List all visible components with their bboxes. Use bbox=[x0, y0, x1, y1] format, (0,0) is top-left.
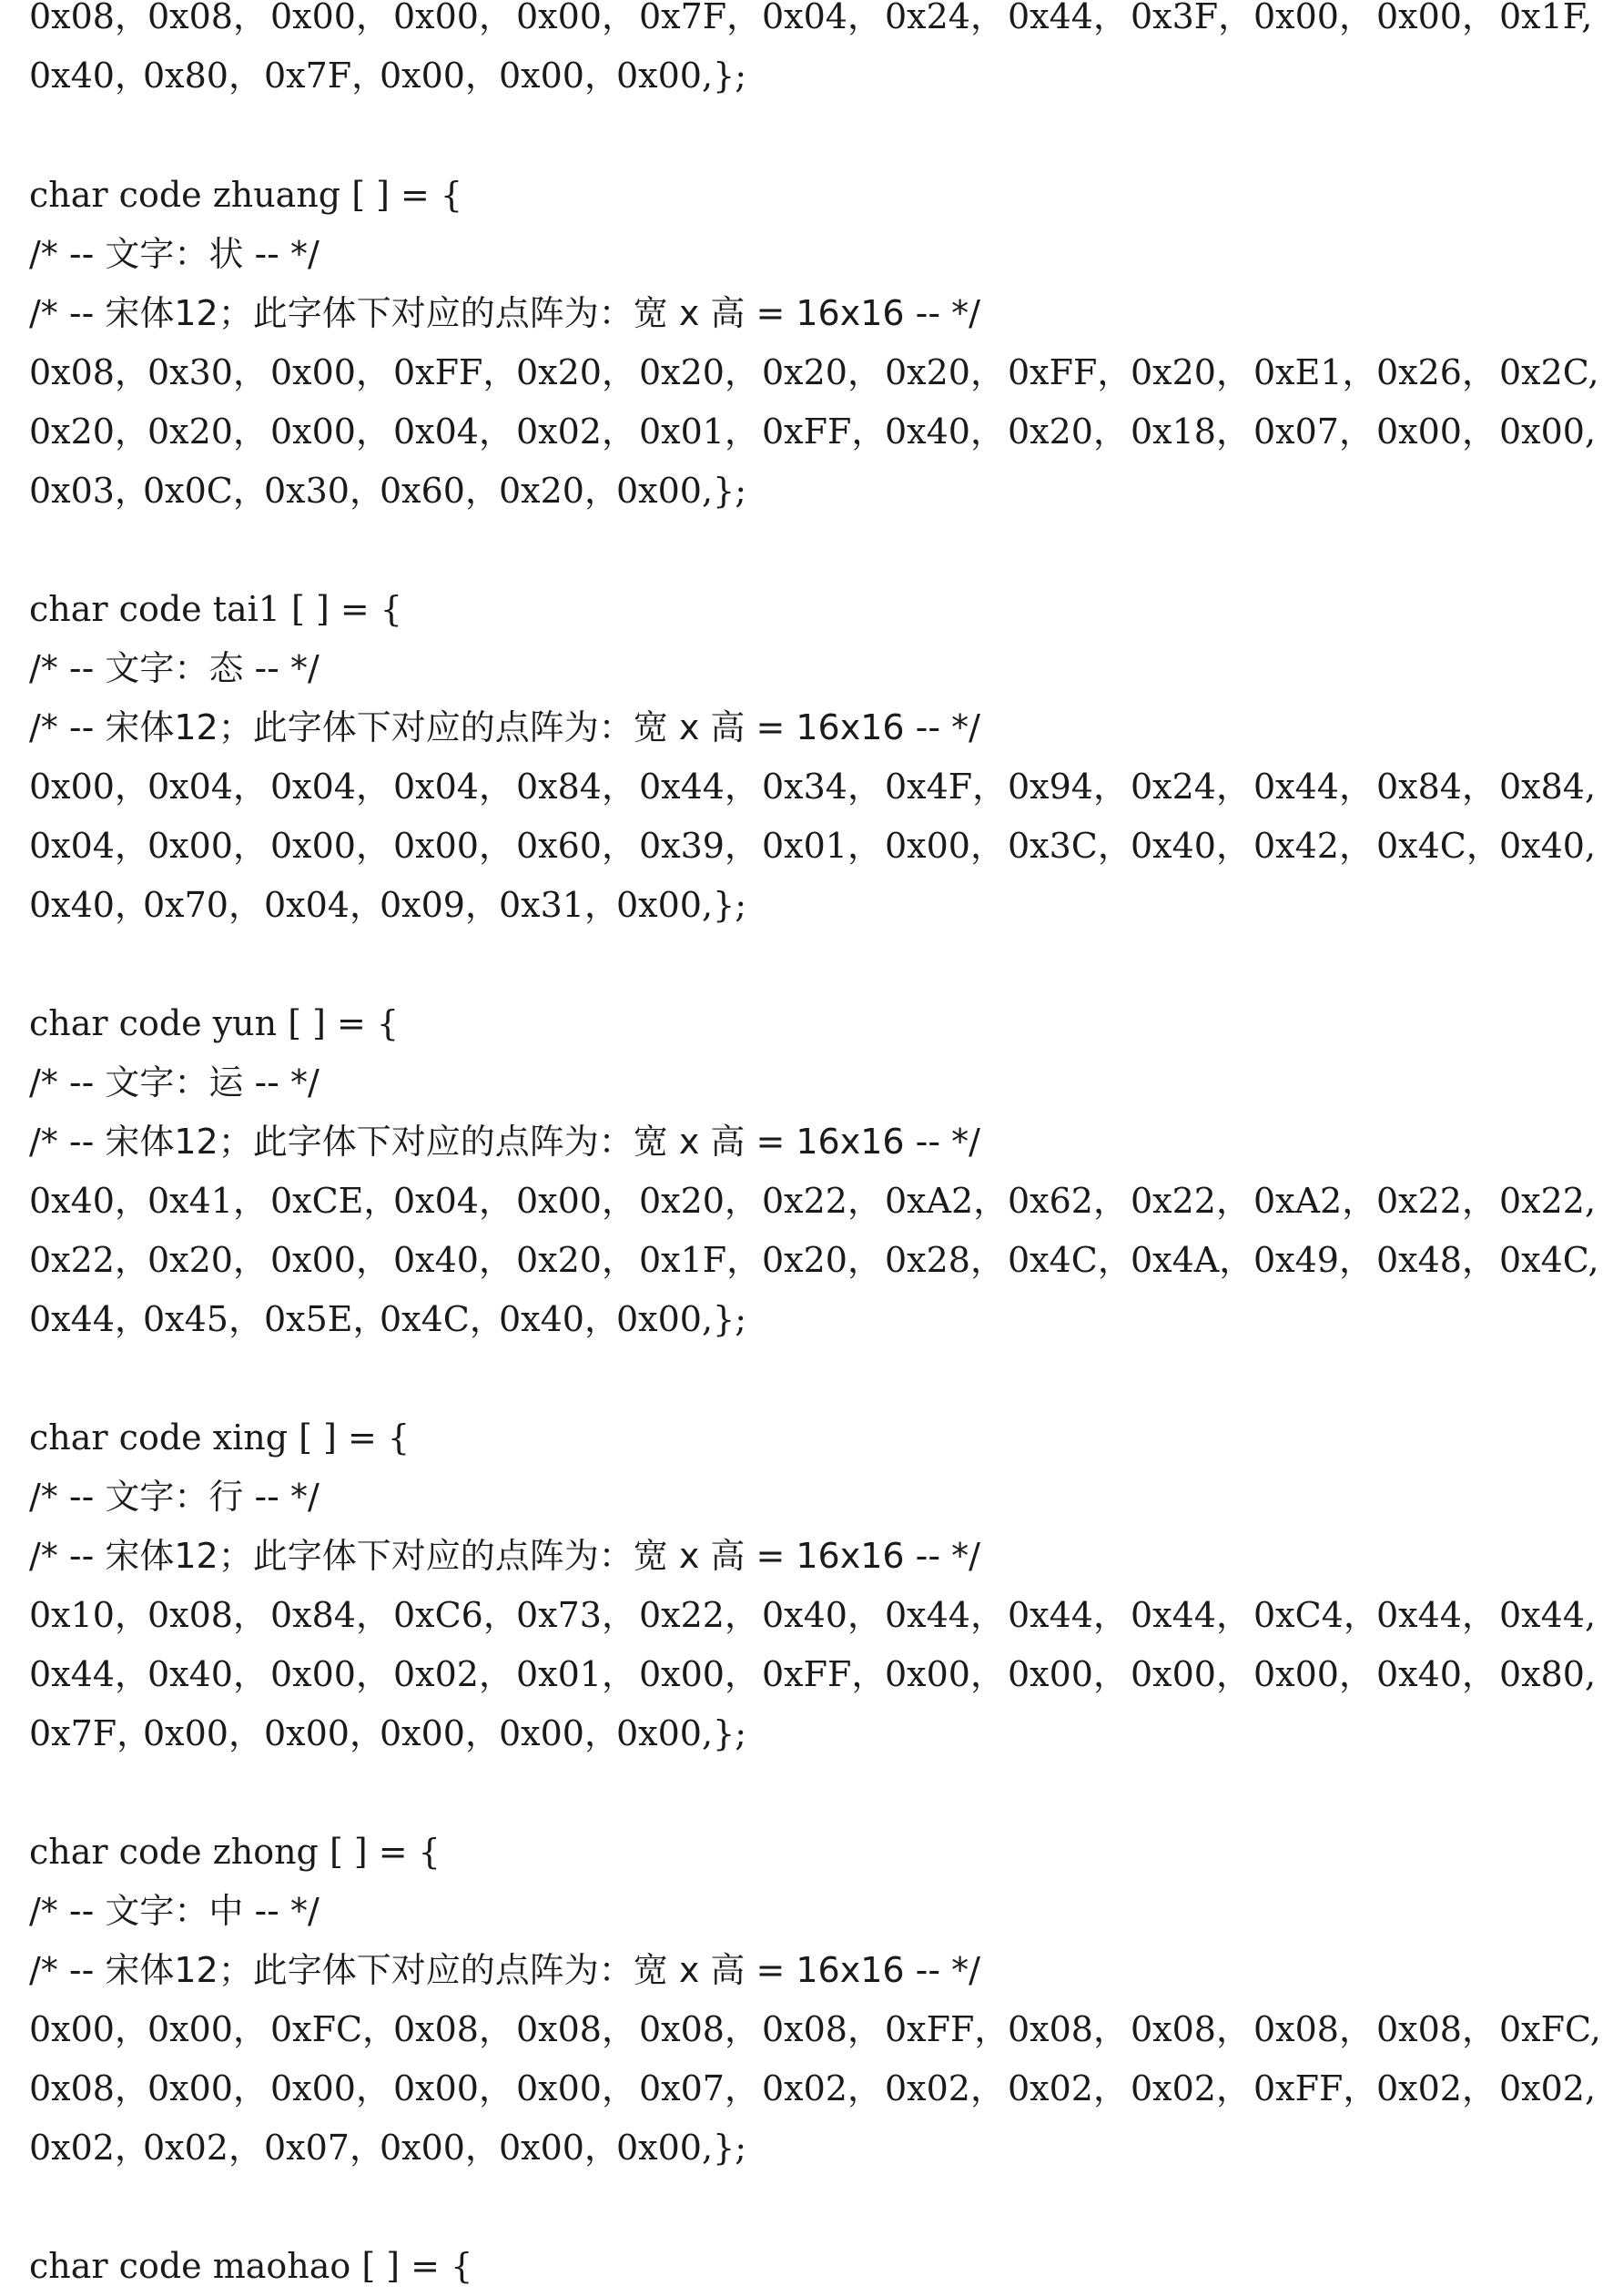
hex-value: 0x22， bbox=[639, 1595, 759, 1635]
hex-value: 0x3F， bbox=[1131, 0, 1253, 36]
hex-value: 0x00， bbox=[499, 1713, 619, 1753]
hex-value: 0x02， bbox=[762, 2068, 882, 2108]
hex-value: 0x00， bbox=[147, 2009, 268, 2049]
hex-value: 0x10， bbox=[29, 1595, 149, 1635]
hex-value: 0x1F， bbox=[639, 1240, 762, 1280]
hex-value: 0x08， bbox=[29, 0, 149, 36]
character-comment: /* -- 文字：运 -- */ bbox=[29, 1062, 320, 1102]
hex-value: 0x40, bbox=[1499, 826, 1597, 866]
array-declaration: char code zhuang [ ] = { bbox=[29, 175, 463, 215]
hex-value: 0x20， bbox=[639, 1181, 759, 1221]
hex-value: 0x84, bbox=[1499, 767, 1597, 807]
hex-value: 0x30， bbox=[147, 352, 268, 392]
hex-value: 0x00， bbox=[270, 0, 391, 36]
hex-value: 0x60， bbox=[380, 471, 500, 511]
hex-value: 0x22, bbox=[1499, 1181, 1597, 1221]
hex-value: 0x4A， bbox=[1131, 1240, 1254, 1280]
hex-value: 0x08， bbox=[147, 0, 268, 36]
hex-value: 0x04， bbox=[393, 1181, 513, 1221]
hex-value: 0x00， bbox=[380, 1713, 500, 1753]
hex-value: 0x00， bbox=[380, 2128, 500, 2168]
hex-value: 0x04， bbox=[393, 767, 513, 807]
hex-value: 0x40， bbox=[499, 1299, 619, 1339]
hex-value: 0x00, bbox=[1499, 411, 1597, 452]
hex-value: 0x40， bbox=[885, 411, 1005, 452]
hex-value: 0x44， bbox=[885, 1595, 1005, 1635]
hex-value: 0x00， bbox=[1376, 0, 1496, 36]
hex-value: 0x08， bbox=[1008, 2009, 1128, 2049]
hex-value: 0x22， bbox=[29, 1240, 149, 1280]
hex-value: 0x7F， bbox=[264, 56, 387, 96]
hex-value: 0x22， bbox=[762, 1181, 882, 1221]
hex-value: 0x84， bbox=[1376, 767, 1496, 807]
hex-value: 0x4C， bbox=[380, 1299, 504, 1339]
hex-value: 0x00,}; bbox=[616, 1299, 747, 1339]
hex-value: 0x00， bbox=[29, 767, 149, 807]
hex-value: 0x4C， bbox=[1008, 1240, 1132, 1280]
hex-value: 0x07， bbox=[1253, 411, 1374, 452]
hex-value: 0x08， bbox=[516, 2009, 636, 2049]
hex-value: 0x3C， bbox=[1008, 826, 1132, 866]
hex-value: 0x30， bbox=[264, 471, 384, 511]
hex-value: 0x00,}; bbox=[616, 2128, 747, 2168]
hex-value: 0xFF， bbox=[762, 1654, 887, 1694]
hex-value: 0x00， bbox=[1008, 1654, 1128, 1694]
hex-value: 0x40， bbox=[762, 1595, 882, 1635]
hex-value: 0x40， bbox=[29, 1181, 149, 1221]
hex-value: 0x2C, bbox=[1499, 352, 1599, 392]
hex-value: 0x70， bbox=[143, 885, 263, 925]
hex-value: 0x44， bbox=[1008, 1595, 1128, 1635]
hex-value: 0x00,}; bbox=[616, 56, 747, 96]
hex-value: 0x09， bbox=[380, 885, 500, 925]
hex-value: 0x03， bbox=[29, 471, 149, 511]
hex-value: 0x20， bbox=[516, 352, 636, 392]
hex-value: 0x4C， bbox=[1376, 826, 1501, 866]
hex-value: 0xA2， bbox=[1253, 1181, 1377, 1221]
hex-value: 0xFF， bbox=[1253, 2068, 1378, 2108]
hex-value: 0x24， bbox=[885, 0, 1005, 36]
hex-value: 0x62， bbox=[1008, 1181, 1128, 1221]
hex-value: 0x08， bbox=[147, 1595, 268, 1635]
hex-value: 0x02， bbox=[1376, 2068, 1496, 2108]
hex-value: 0x20， bbox=[147, 411, 268, 452]
hex-value: 0x20， bbox=[1008, 411, 1128, 452]
hex-value: 0x00， bbox=[270, 411, 391, 452]
hex-value: 0x40， bbox=[1376, 1654, 1496, 1694]
hex-value: 0x08， bbox=[1253, 2009, 1374, 2049]
hex-value: 0x00， bbox=[264, 1713, 384, 1753]
hex-value: 0xFF， bbox=[393, 352, 518, 392]
character-comment: /* -- 文字：行 -- */ bbox=[29, 1477, 320, 1517]
hex-value: 0x00， bbox=[1376, 411, 1496, 452]
hex-value: 0x0C， bbox=[143, 471, 268, 511]
hex-value: 0x28， bbox=[885, 1240, 1005, 1280]
hex-value: 0x84， bbox=[270, 1595, 391, 1635]
hex-value: 0xFF， bbox=[762, 411, 887, 452]
array-declaration: char code tai1 [ ] = { bbox=[29, 589, 402, 629]
font-size-comment: /* -- 宋体12；此字体下对应的点阵为：宽 x 高 = 16x16 -- */ bbox=[29, 707, 980, 747]
hex-value: 0x00， bbox=[516, 2068, 636, 2108]
hex-value: 0x44, bbox=[1499, 1595, 1597, 1635]
hex-value: 0x00， bbox=[147, 2068, 268, 2108]
hex-value: 0x41， bbox=[147, 1181, 268, 1221]
hex-value: 0x00,}; bbox=[616, 885, 747, 925]
hex-value: 0x40， bbox=[147, 1654, 268, 1694]
hex-value: 0x02, bbox=[1499, 2068, 1597, 2108]
hex-value: 0x7F， bbox=[29, 1713, 152, 1753]
hex-value: 0x40， bbox=[29, 56, 149, 96]
hex-value: 0x20， bbox=[1131, 352, 1251, 392]
hex-value: 0x4C, bbox=[1499, 1240, 1599, 1280]
hex-value: 0x01， bbox=[762, 826, 882, 866]
hex-value: 0x00， bbox=[380, 56, 500, 96]
hex-value: 0x20， bbox=[147, 1240, 268, 1280]
hex-value: 0x00， bbox=[270, 826, 391, 866]
hex-value: 0x07， bbox=[264, 2128, 384, 2168]
hex-value: 0x94， bbox=[1008, 767, 1128, 807]
hex-value: 0x00， bbox=[516, 0, 636, 36]
array-declaration: char code yun [ ] = { bbox=[29, 1003, 400, 1043]
character-comment: /* -- 文字：中 -- */ bbox=[29, 1891, 320, 1931]
hex-value: 0x00， bbox=[1253, 0, 1374, 36]
hex-value: 0x20， bbox=[762, 1240, 882, 1280]
character-comment: /* -- 文字：状 -- */ bbox=[29, 234, 320, 274]
hex-value: 0x44， bbox=[1253, 767, 1374, 807]
hex-value: 0x44， bbox=[1131, 1595, 1251, 1635]
hex-value: 0x42， bbox=[1253, 826, 1374, 866]
hex-value: 0x08， bbox=[1376, 2009, 1496, 2049]
hex-value: 0x01， bbox=[516, 1654, 636, 1694]
hex-value: 0x49， bbox=[1253, 1240, 1374, 1280]
hex-value: 0x08， bbox=[1131, 2009, 1251, 2049]
character-comment: /* -- 文字：态 -- */ bbox=[29, 648, 320, 688]
hex-value: 0x44， bbox=[1376, 1595, 1496, 1635]
hex-value: 0x44， bbox=[29, 1654, 149, 1694]
hex-value: 0x00， bbox=[270, 2068, 391, 2108]
hex-value: 0x00， bbox=[639, 1654, 759, 1694]
hex-value: 0xC4， bbox=[1253, 1595, 1378, 1635]
hex-value: 0x20， bbox=[29, 411, 149, 452]
hex-value: 0x5E， bbox=[264, 1299, 388, 1339]
hex-value: 0x08， bbox=[762, 2009, 882, 2049]
hex-value: 0xFF， bbox=[1008, 352, 1132, 392]
font-size-comment: /* -- 宋体12；此字体下对应的点阵为：宽 x 高 = 16x16 -- */ bbox=[29, 293, 980, 333]
hex-value: 0x08， bbox=[29, 352, 149, 392]
hex-value: 0x44， bbox=[1008, 0, 1128, 36]
hex-value: 0x22， bbox=[1131, 1181, 1251, 1221]
hex-value: 0x00， bbox=[516, 1181, 636, 1221]
hex-value: 0x00,}; bbox=[616, 471, 747, 511]
font-size-comment: /* -- 宋体12；此字体下对应的点阵为：宽 x 高 = 16x16 -- */ bbox=[29, 1122, 980, 1162]
hex-value: 0x04， bbox=[762, 0, 882, 36]
hex-value: 0x40， bbox=[393, 1240, 513, 1280]
hex-value: 0x00， bbox=[1131, 1654, 1251, 1694]
hex-value: 0x26， bbox=[1376, 352, 1496, 392]
hex-value: 0x73， bbox=[516, 1595, 636, 1635]
hex-value: 0x04， bbox=[393, 411, 513, 452]
hex-value: 0xA2， bbox=[885, 1181, 1009, 1221]
font-size-comment: /* -- 宋体12；此字体下对应的点阵为：宽 x 高 = 16x16 -- */ bbox=[29, 1950, 980, 1990]
hex-value: 0x34， bbox=[762, 767, 882, 807]
hex-value: 0x20， bbox=[762, 352, 882, 392]
hex-value: 0xFF， bbox=[885, 2009, 1009, 2049]
hex-value: 0x04， bbox=[147, 767, 268, 807]
hex-value: 0x02， bbox=[393, 1654, 513, 1694]
hex-value: 0x84， bbox=[516, 767, 636, 807]
hex-value: 0x00， bbox=[29, 2009, 149, 2049]
hex-value: 0x24， bbox=[1131, 767, 1251, 807]
hex-value: 0x80， bbox=[143, 56, 263, 96]
font-size-comment: /* -- 宋体12；此字体下对应的点阵为：宽 x 高 = 16x16 -- */ bbox=[29, 1536, 980, 1576]
hex-value: 0x00,}; bbox=[616, 1713, 747, 1753]
hex-value: 0x00， bbox=[147, 826, 268, 866]
hex-value: 0x02， bbox=[1131, 2068, 1251, 2108]
hex-value: 0x80, bbox=[1499, 1654, 1597, 1694]
hex-value: 0x02， bbox=[1008, 2068, 1128, 2108]
hex-value: 0xC6， bbox=[393, 1595, 518, 1635]
hex-value: 0xFC, bbox=[1499, 2009, 1601, 2049]
hex-value: 0x00， bbox=[499, 56, 619, 96]
hex-value: 0x08， bbox=[393, 2009, 513, 2049]
hex-value: 0xCE， bbox=[270, 1181, 399, 1221]
hex-value: 0x00， bbox=[270, 1240, 391, 1280]
hex-value: 0x07， bbox=[639, 2068, 759, 2108]
hex-value: 0x60， bbox=[516, 826, 636, 866]
hex-value: 0x02， bbox=[143, 2128, 263, 2168]
hex-value: 0x00， bbox=[270, 1654, 391, 1694]
array-declaration: char code zhong [ ] = { bbox=[29, 1832, 441, 1872]
hex-value: 0x01， bbox=[639, 411, 759, 452]
array-declaration: char code maohao [ ] = { bbox=[29, 2246, 473, 2286]
hex-value: 0x20， bbox=[639, 352, 759, 392]
hex-value: 0x40， bbox=[29, 885, 149, 925]
hex-value: 0x02， bbox=[516, 411, 636, 452]
hex-value: 0x20， bbox=[516, 1240, 636, 1280]
hex-value: 0x00， bbox=[393, 826, 513, 866]
hex-value: 0x00， bbox=[143, 1713, 263, 1753]
hex-value: 0x20， bbox=[885, 352, 1005, 392]
hex-value: 0x48， bbox=[1376, 1240, 1496, 1280]
hex-value: 0x44， bbox=[29, 1299, 149, 1339]
hex-value: 0x00， bbox=[393, 0, 513, 36]
hex-value: 0x1F, bbox=[1499, 0, 1593, 36]
hex-value: 0x18， bbox=[1131, 411, 1251, 452]
hex-value: 0x44， bbox=[639, 767, 759, 807]
hex-value: 0x40， bbox=[1131, 826, 1251, 866]
hex-value: 0x4F， bbox=[885, 767, 1008, 807]
hex-value: 0x08， bbox=[639, 2009, 759, 2049]
hex-value: 0x02， bbox=[885, 2068, 1005, 2108]
array-declaration: char code xing [ ] = { bbox=[29, 1417, 411, 1458]
hex-value: 0x00， bbox=[885, 1654, 1005, 1694]
hex-value: 0x04， bbox=[264, 885, 384, 925]
hex-value: 0xE1， bbox=[1253, 352, 1377, 392]
hex-value: 0x00， bbox=[885, 826, 1005, 866]
hex-value: 0x04， bbox=[270, 767, 391, 807]
hex-value: 0x45， bbox=[143, 1299, 263, 1339]
hex-value: 0x7F， bbox=[639, 0, 762, 36]
hex-value: 0x00， bbox=[270, 352, 391, 392]
hex-value: 0xFC， bbox=[270, 2009, 398, 2049]
hex-value: 0x31， bbox=[499, 885, 619, 925]
hex-value: 0x39， bbox=[639, 826, 759, 866]
hex-value: 0x08， bbox=[29, 2068, 149, 2108]
hex-value: 0x00， bbox=[1253, 1654, 1374, 1694]
hex-value: 0x00， bbox=[499, 2128, 619, 2168]
hex-value: 0x04， bbox=[29, 826, 149, 866]
hex-value: 0x00， bbox=[393, 2068, 513, 2108]
hex-value: 0x22， bbox=[1376, 1181, 1496, 1221]
hex-value: 0x20， bbox=[499, 471, 619, 511]
hex-value: 0x02， bbox=[29, 2128, 149, 2168]
